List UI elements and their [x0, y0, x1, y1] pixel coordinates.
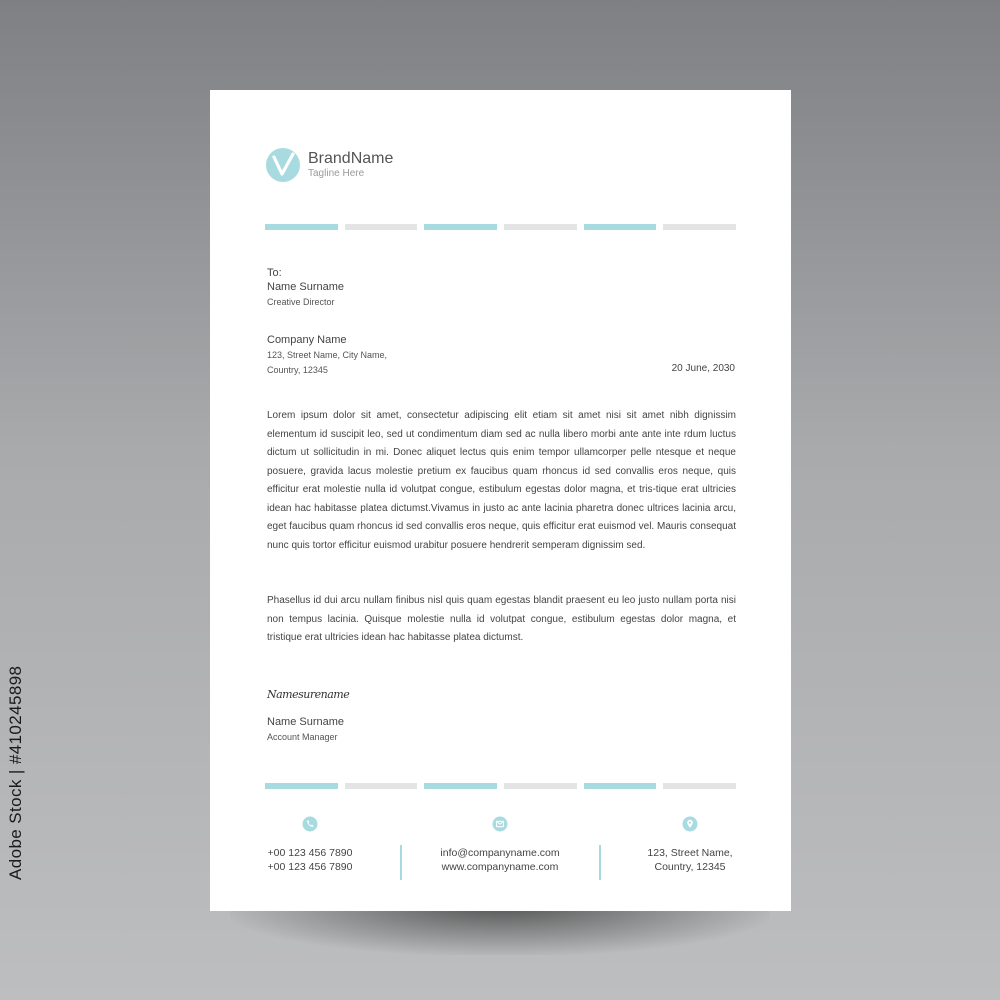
divider-bar: [584, 224, 657, 230]
company-block: [267, 333, 387, 378]
footer-web: [420, 816, 580, 874]
recipient-block: [267, 267, 344, 310]
footer-divider-bars: [265, 783, 736, 789]
divider-bar: [265, 224, 338, 230]
divider-bar: [265, 783, 338, 789]
email-text[interactable]: info@companyname.com: [440, 847, 560, 859]
divider-bar: [584, 783, 657, 789]
signer-title: Account Manager: [267, 732, 338, 742]
brand-name: BrandName: [308, 150, 394, 167]
brand-text: [308, 150, 393, 180]
brand-logo: [266, 148, 393, 182]
website-text[interactable]: www.companyname.com: [441, 861, 559, 873]
recipient-name: Name Surname: [267, 281, 345, 293]
to-label: To:: [267, 267, 282, 279]
email-icon: [492, 816, 508, 832]
footer-divider: [400, 845, 402, 880]
phone-line2: +00 123 456 7890: [267, 861, 353, 873]
company-address-line1: 123, Street Name, City Name,: [267, 350, 388, 360]
signature-block: [267, 715, 344, 745]
recipient-title: Creative Director: [267, 297, 335, 307]
phone-line1: +00 123 456 7890: [267, 847, 353, 859]
footer-address: [630, 816, 750, 874]
phone-icon: [302, 816, 318, 832]
letter-date: 20 June, 2030: [671, 363, 735, 374]
divider-bar: [424, 783, 497, 789]
brand-logo-icon: [266, 148, 300, 182]
signature-script: Namesurename: [267, 688, 350, 701]
stock-id-label: Adobe Stock | #410245898: [6, 665, 25, 880]
company-name: Company Name: [267, 334, 347, 346]
company-address-line2: Country, 12345: [267, 365, 328, 375]
location-pin-icon: [682, 816, 698, 832]
divider-bar: [345, 783, 418, 789]
brand-tagline: Tagline Here: [308, 168, 365, 179]
body-paragraph-1: Lorem ipsum dolor sit amet, consectetur adipiscing elit etiam sit amet nisi sit amet nibh dignissim elementum id suscipit leo, sed ut condimentum diam sed ac nulla libero morbi ante ante inte rdum luctus dictum ut sollicitudin in mi. Donec aliquet lectus quis enim tempor ullamcorper pelle ntesque et neque posuere, gravida lacus molestie pretium ex faucibus quam rhoncus id sed convallis eros neque, quis efficitur erat molestie nulla id volutpat congue, estibulum egestas dolor magna, et tris-tique erat ultricies idean hac habitasse platea dictumst.Vivamus in justo ac ante lacinia pharetra donec ultrices lacinia arcu, eget faucibus quam rhoncus id sed convallis eros neque, quis efficitur erat euismod vel. Mauris consequat nunc quis tortor efficitur euismod urabitur posuere hendrerit semperam dignissim sed.: [267, 410, 736, 551]
divider-bar: [663, 783, 736, 789]
divider-bar: [663, 224, 736, 230]
footer-divider: [599, 845, 601, 880]
paper-shadow: [230, 905, 770, 955]
divider-bar: [424, 224, 497, 230]
address-line1: 123, Street Name,: [647, 847, 733, 859]
divider-bar: [345, 224, 418, 230]
letterhead-page: [210, 90, 791, 911]
header-divider-bars: [265, 224, 736, 230]
address-line2: Country, 12345: [654, 861, 726, 873]
footer-phone: [255, 816, 365, 874]
divider-bar: [504, 224, 577, 230]
body-paragraph-2: Phasellus id dui arcu nullam finibus nisl quis quam egestas blandit praesent eu leo justo nullam porta nisi non tempus lacinia. Quisque molestie nulla id volutpat congue, estibulum egestas dolor magna, et tristique erat ultricies idean hac habitasse platea dictumst.: [267, 595, 736, 643]
signer-name: Name Surname: [267, 716, 345, 728]
divider-bar: [504, 783, 577, 789]
